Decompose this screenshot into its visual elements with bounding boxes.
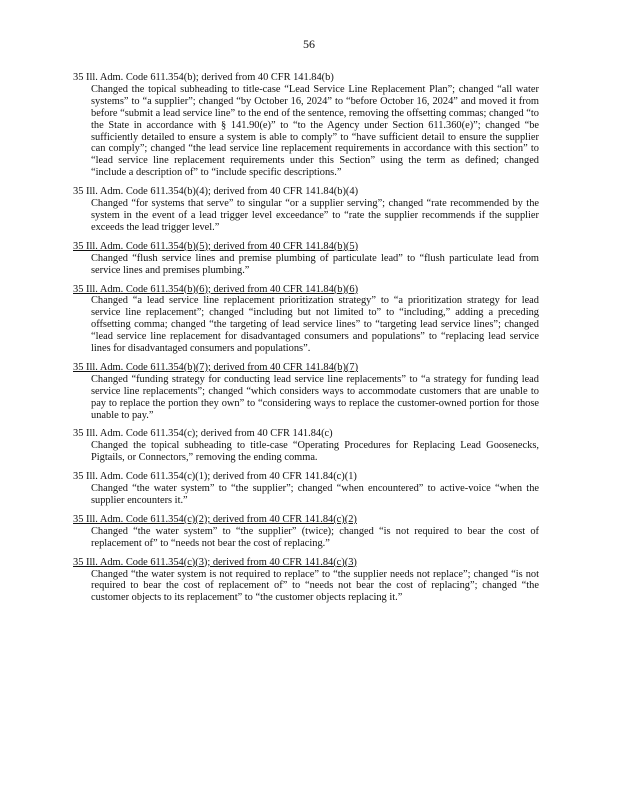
entry	[73, 284, 539, 355]
entry-citation: 35 Ill. Adm. Code 611.354(b)(5); derived from 40 CFR 141.84(b)(5)	[73, 240, 359, 252]
entry	[73, 186, 539, 234]
entry-citation: 35 Ill. Adm. Code 611.354(b)(4); derived from 40 CFR 141.84(b)(4)	[73, 186, 359, 198]
entry-text: Changed the topical subheading to title-case “Operating Procedures for Replacing Lead Goosenecks, Pigtails, or Connectors,” removing the ending comma.	[91, 440, 539, 464]
entry	[73, 241, 539, 277]
entry-citation: 35 Ill. Adm. Code 611.354(c); derived from 40 CFR 141.84(c)	[73, 428, 333, 440]
entry-citation: 35 Ill. Adm. Code 611.354(c)(1); derived from 40 CFR 141.84(c)(1)	[73, 471, 357, 483]
document-body	[73, 72, 539, 611]
entry-citation: 35 Ill. Adm. Code 611.354(b)(6); derived from 40 CFR 141.84(b)(6)	[73, 283, 359, 295]
entry	[73, 72, 539, 179]
entry-text: Changed “the water system” to “the supplier” (twice); changed “is not required to bear the cost of replacement of” to “needs not bear the cost of replacing.”	[91, 525, 539, 549]
entry-text: Changed “a lead service line replacement prioritization strategy” to “a prioritization strategy for lead service line replacement”; changed “including but not limited to” to “including,” adding a preceding offsetting comma; changed “the targeting of lead service lines” to “targeting lead service lines”; changed “lead service line replacement for disadvantaged consumers and populations” to “replacing lead service lines for disadvantaged consumers and populations”.	[91, 295, 539, 355]
entry-text: Changed “flush service lines and premise plumbing of particulate lead” to “flush particulate lead from service lines and premises plumbing.”	[91, 252, 539, 276]
entry-citation: 35 Ill. Adm. Code 611.354(b); derived from 40 CFR 141.84(b)	[73, 72, 334, 83]
entry-citation: 35 Ill. Adm. Code 611.354(b)(7); derived from 40 CFR 141.84(b)(7)	[73, 361, 359, 373]
entry-citation: 35 Ill. Adm. Code 611.354(c)(2); derived from 40 CFR 141.84(c)(2)	[73, 513, 357, 525]
entry	[73, 362, 539, 422]
entry-text: Changed “the water system is not required to replace” to “the supplier needs not replace”; changed “is not required to bear the cost of replacement of” to “needs not bear the cost of replacing”; changed “the customer objects to its replacement” to “the customer objects replacing it.”	[91, 568, 539, 604]
entry-text: Changed the topical subheading to title-case “Lead Service Line Replacement Plan”; changed “all water systems” to “a supplier”; changed “by October 16, 2024” to “before October 16, 2024” and moved it from before “submit a lead service line” to the end of the sentence, removing the offsetting commas; changed “to the State in accordance with § 141.90(e)” to “to the Agency under Section 611.360(e)”; changed “be sufficiently detailed to ensure a system is able to comply” to “have sufficient detail to ensure the supplier can comply”; changed “the lead service line replacement requirements in accordance with this section” to “lead service line replacement requirements under this Section” using the term as defined; changed “include a description of” to “include specific descriptions.”	[91, 83, 539, 179]
entry-text: Changed “the water system” to “the supplier”; changed “when encountered” to active-voice “when the supplier encounters it.”	[91, 483, 539, 506]
entry	[73, 428, 539, 464]
entry	[73, 557, 539, 605]
entry	[73, 514, 539, 550]
page-number: 56	[303, 37, 315, 51]
entry-citation: 35 Ill. Adm. Code 611.354(c)(3); derived from 40 CFR 141.84(c)(3)	[73, 556, 357, 568]
entry-text: Changed “for systems that serve” to singular “or a supplier serving”; changed “rate recommended by the system in the event of a lead trigger level exceedance” to “rate the supplier recommends if the supplier exceeds the lead trigger level.”	[91, 198, 539, 233]
entry-text: Changed “funding strategy for conducting lead service line replacements” to “a strategy for funding lead service line replacements”; changed “which considers ways to accommodate customers that are unable to pay to replace the portion they own” to “considering ways to replace the customer-owned portion for those unable to pay.”	[91, 373, 539, 421]
entry	[73, 471, 539, 507]
